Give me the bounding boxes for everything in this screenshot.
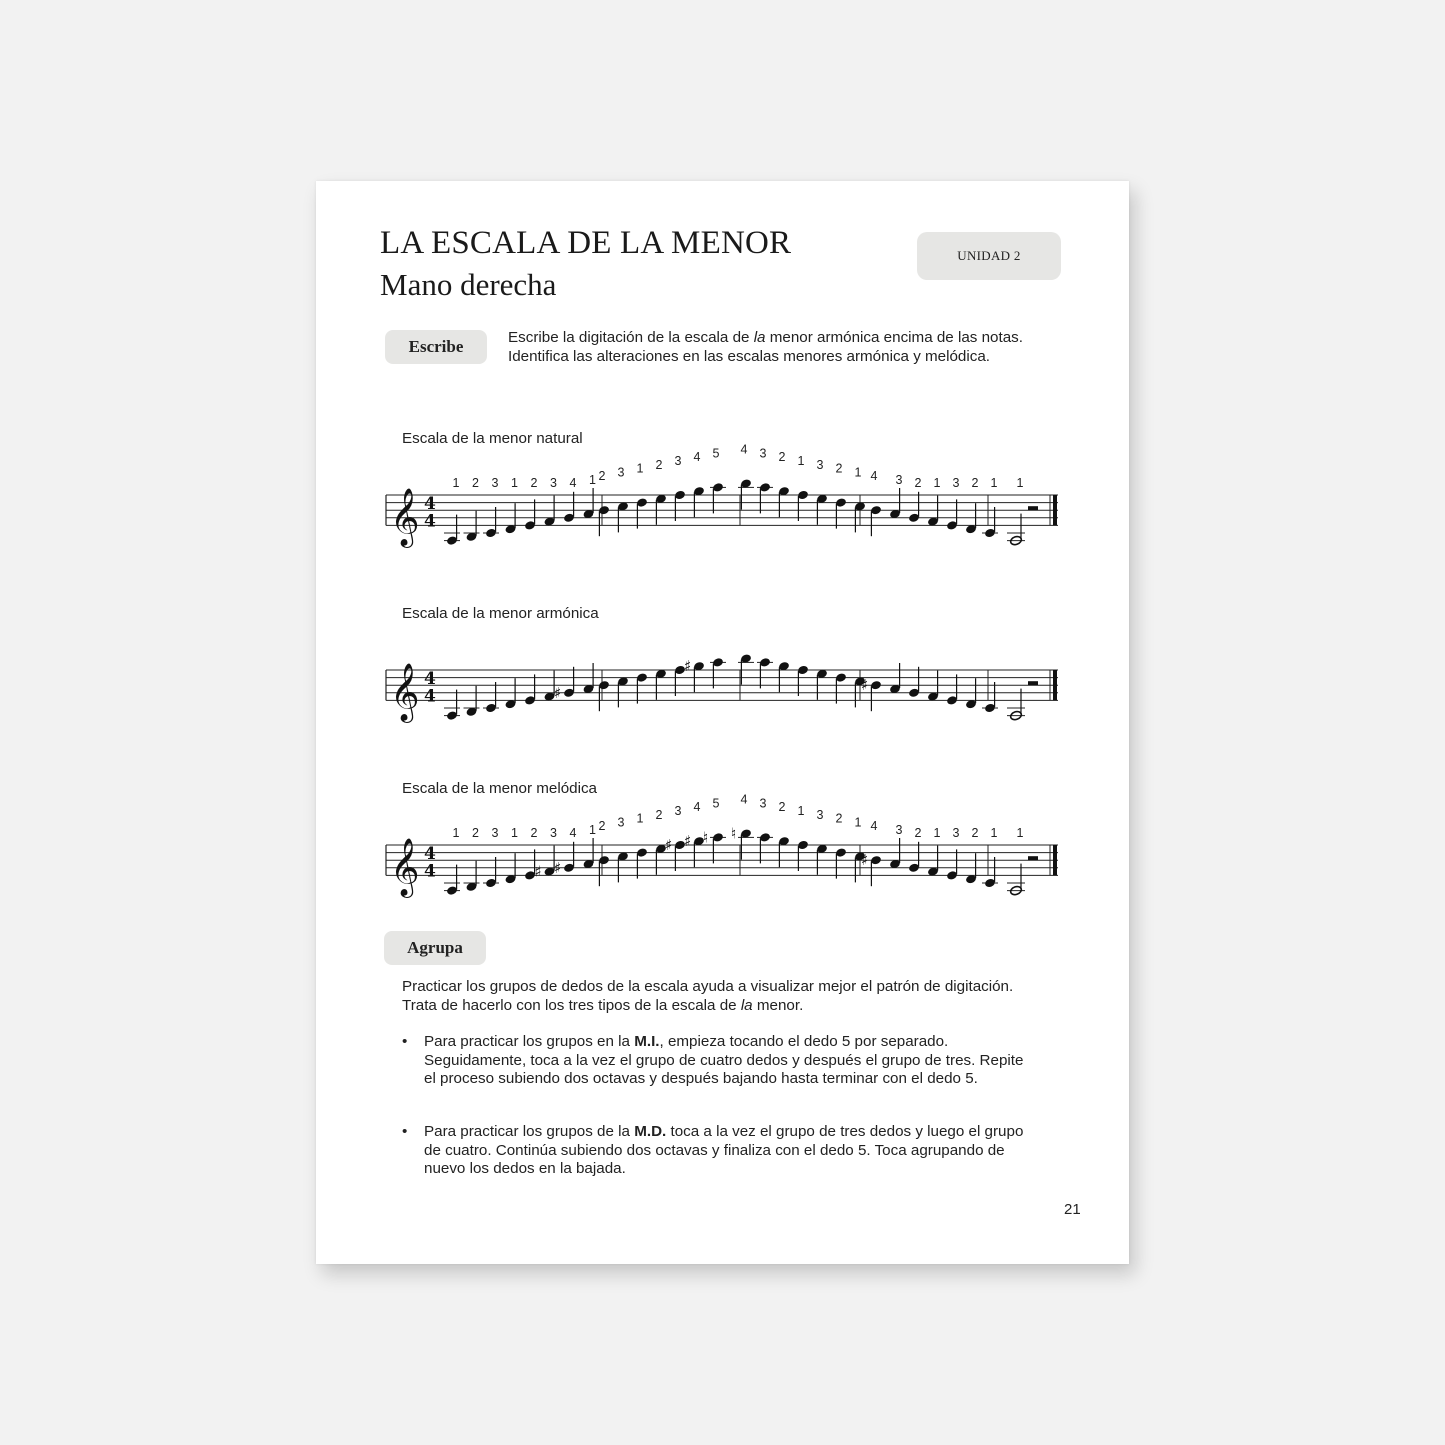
staff-melodica [376, 792, 1066, 921]
fingering-number: 1 [990, 476, 998, 490]
bullet-md-text [424, 1123, 1034, 1179]
fingering-number: 3 [759, 796, 767, 811]
fingering-number: 1 [636, 811, 644, 826]
fingering-number: 3 [550, 476, 557, 490]
fingering-number: 4 [693, 800, 701, 815]
final-barline-thick [1053, 845, 1057, 875]
fingering-number: 3 [491, 476, 499, 490]
fingering-number: 4 [870, 819, 878, 834]
fingering-number: 2 [655, 807, 663, 822]
sharp-sign: ♯ [665, 836, 673, 854]
time-signature-top: 4 [424, 494, 436, 515]
fingering-number: 2 [971, 476, 979, 490]
fingering-number: 1 [452, 476, 460, 490]
scale-label-melodica: Escala de la menor melódica [402, 780, 598, 797]
page-title: LA ESCALA DE LA MENOR [380, 225, 792, 261]
fingering-number: 3 [617, 815, 625, 830]
staff-natural [376, 442, 1066, 571]
fingering-number: 1 [589, 473, 596, 487]
bullet-md-bold: M.D. [634, 1123, 667, 1140]
fingering-number: 1 [797, 804, 805, 818]
time-signature-bottom: 4 [424, 511, 436, 532]
fingering-number: 4 [569, 826, 577, 840]
fingering-number: 2 [472, 476, 479, 490]
agrupa-intro [402, 978, 1022, 1015]
treble-clef: 𝄞 [390, 662, 420, 721]
escribe-text-italic: la [753, 329, 766, 346]
staff-armonica [376, 636, 1066, 746]
sharp-sign: ♯ [554, 858, 562, 877]
escribe-text-before: Escribe la digitación de la escala de [508, 329, 754, 346]
scale-label-armonica: Escala de la menor armónica [402, 605, 599, 622]
fingering-number: 5 [712, 796, 720, 811]
sharp-sign: ♯ [861, 676, 869, 695]
fingering-number: 2 [778, 800, 786, 815]
fingering-number: 3 [617, 465, 625, 480]
half-rest [1028, 681, 1038, 685]
treble-clef: 𝄞 [390, 837, 420, 896]
sharp-sign: ♯ [684, 832, 692, 851]
fingering-number: 4 [569, 476, 577, 490]
bullet-mi-bold: M.I. [634, 1033, 660, 1050]
fingering-number: 1 [854, 815, 862, 830]
agrupa-intro-after: menor. [752, 996, 804, 1014]
fingering-number: 2 [971, 826, 979, 840]
escribe-text-after: menor armónica encima de las notas. Identifica las alteraciones en las escalas menores armónica y melódica. [508, 329, 1023, 365]
fingering-number: 4 [740, 442, 748, 457]
agrupa-tag: Agrupa [384, 931, 486, 965]
half-rest [1028, 856, 1038, 860]
sharp-sign: ♯ [554, 683, 562, 702]
sharp-sign: ♯ [534, 862, 542, 881]
fingering-number: 3 [491, 826, 499, 840]
fingering-number: 3 [759, 446, 767, 461]
bullet-md-after: toca a la vez el grupo de tres dedos y luego el grupo de cuatro. Continúa subiendo dos octavas y finaliza con el dedo 5. Toca agrupando de nuevo los dedos en la bajada. [424, 1123, 1024, 1177]
bullet-mi-before: Para practicar los grupos en la [424, 1033, 635, 1050]
fingering-number: 2 [914, 826, 922, 840]
sharp-sign: ♯ [684, 657, 692, 676]
fingering-number: 1 [933, 826, 941, 840]
fingering-number: 3 [674, 804, 682, 818]
fingering-number: 2 [530, 476, 538, 490]
bullet-dot: • [402, 1123, 408, 1140]
time-signature-top: 4 [424, 844, 436, 865]
fingering-number: 3 [895, 823, 903, 837]
natural-sign: ♮ [703, 828, 709, 847]
fingering-number: 3 [816, 807, 824, 822]
fingering-number: 1 [589, 823, 596, 837]
treble-clef: 𝄞 [390, 487, 420, 546]
book-page [316, 181, 1129, 1264]
time-signature-bottom: 4 [424, 861, 436, 882]
fingering-number: 3 [952, 476, 960, 490]
time-signature-bottom: 4 [424, 686, 436, 707]
fingering-number: 1 [933, 476, 941, 490]
fingering-number: 1 [511, 826, 518, 840]
natural-sign: ♮ [731, 824, 737, 843]
fingering-number: 2 [835, 461, 843, 476]
fingering-number: 1 [1016, 476, 1024, 490]
fingering-number: 3 [674, 454, 682, 468]
fingering-number: 1 [452, 826, 460, 840]
fingering-number: 1 [854, 465, 862, 480]
fingering-number: 3 [816, 457, 824, 472]
fingering-number: 2 [472, 826, 479, 840]
fingering-number: 1 [511, 476, 518, 490]
fingering-number: 2 [598, 469, 606, 484]
bullet-mi-after: , empieza tocando el dedo 5 por separado. Seguidamente, toca a la vez el grupo de cuatro dedos y después el grupo de tres. Repite el proceso subiendo dos octavas y después bajando hasta terminar con el dedo 5. [424, 1033, 1024, 1087]
bullet-md-before: Para practicar los grupos de la [424, 1123, 635, 1140]
sharp-sign: ♯ [861, 851, 869, 870]
fingering-number: 3 [952, 826, 960, 840]
fingering-number: 3 [895, 473, 903, 487]
fingering-number: 1 [1016, 826, 1024, 840]
unit-badge: UNIDAD 2 [917, 232, 1061, 280]
fingering-number: 5 [712, 446, 720, 461]
scale-label-natural: Escala de la menor natural [402, 430, 583, 447]
final-barline-thick [1053, 670, 1057, 700]
fingering-number: 4 [870, 469, 878, 484]
bullet-dot: • [402, 1033, 408, 1050]
escribe-tag: Escribe [385, 330, 487, 364]
page-number: 21 [1064, 1201, 1081, 1218]
final-barline-thick [1053, 495, 1057, 525]
fingering-number: 2 [655, 457, 663, 472]
fingering-number: 4 [693, 450, 701, 465]
half-rest [1028, 506, 1038, 510]
time-signature-top: 4 [424, 669, 436, 690]
page-subtitle: Mano derecha [380, 267, 557, 302]
bullet-mi-text [424, 1033, 1034, 1089]
fingering-number: 2 [914, 476, 922, 490]
fingering-number: 1 [636, 461, 644, 476]
agrupa-intro-before: Practicar los grupos de dedos de la escala ayuda a visualizar mejor el patrón de digitación. Trata de hacerlo con los tres tipos de la escala de [402, 978, 1014, 1014]
fingering-number: 2 [835, 811, 843, 826]
fingering-number: 4 [740, 792, 748, 807]
fingering-number: 2 [778, 450, 786, 465]
fingering-number: 2 [598, 819, 606, 834]
escribe-instructions [508, 329, 1048, 366]
agrupa-intro-italic: la [740, 996, 753, 1014]
fingering-number: 1 [990, 826, 998, 840]
fingering-number: 3 [550, 826, 557, 840]
fingering-number: 1 [797, 454, 805, 468]
fingering-number: 2 [530, 826, 538, 840]
